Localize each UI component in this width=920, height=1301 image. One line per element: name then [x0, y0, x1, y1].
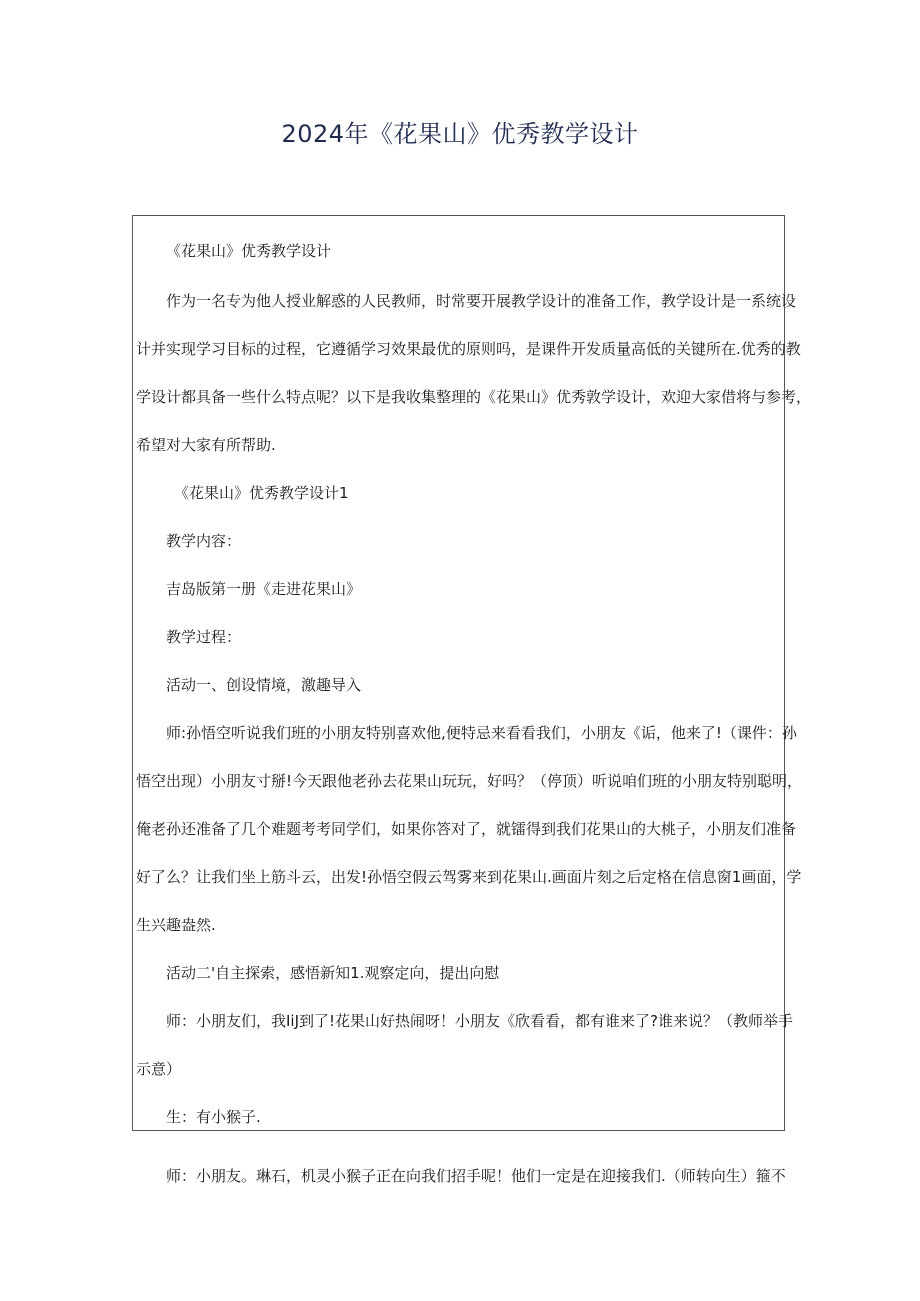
heading-line: 《花果山》优秀教学设计: [166, 242, 332, 260]
paragraph-line: 俺老孙还准备了几个难题考考同学们，如果你答对了，就镭得到我们花果山的大桃子，小朋友们准备: [136, 820, 797, 838]
paragraph-line: 悟空出现）小朋友寸掰!今天跟他老孙去花果山玩玩，好吗？（停顶）听说咱们班的小朋友特别聪明，: [136, 772, 803, 790]
paragraph-line: 作为一名专为他人授业解惑的人民教师，时常要开展教学设计的准备工作，教学设计是一系统设: [166, 292, 797, 310]
paragraph-line: 师：小朋友们，我IiJ到了!花果山好热闹呀！小朋友《欣看看，都有谁来了?谁来说？（教师举手: [166, 1012, 793, 1030]
section-heading: 《花果山》优秀教学设计1: [174, 484, 349, 502]
paragraph-line: 吉岛版第一册《走进花果山》: [166, 580, 362, 598]
paragraph-line: 教学过程：: [166, 628, 242, 646]
paragraph-line: 师：小朋友。琳石，机灵小猴子正在向我们招手呢！他们一定是在迎接我们.（师转向生）箍不: [166, 1167, 786, 1185]
paragraph-line: 示意）: [136, 1060, 182, 1078]
paragraph-line: 活动二'自主探索，感悟新知1.观察定向，提出向慰: [166, 964, 500, 982]
paragraph-line: 好了么？让我们坐上筋斗云，出发!孙悟空假云驾雾来到花果山.画面片刻之后定格在信息窗1画面，学: [136, 868, 802, 886]
paragraph-line: 教学内容：: [166, 532, 242, 550]
paragraph-line: 师:孙悟空听说我们班的小朋友特别喜欢他,便特忌来看看我们，小朋友《诟，他来了!（课件：孙: [166, 724, 797, 742]
paragraph-line: 计并实现学习目标的过程，它遵循学习效果最优的原则吗，是课件开发质量高低的关键所在.优秀的教: [136, 340, 801, 358]
paragraph-line: 生兴趣盎然.: [136, 916, 216, 934]
document-title: 2024年《花果山》优秀教学设计: [281, 120, 639, 148]
paragraph-line: 生：有小猴子.: [166, 1108, 261, 1126]
paragraph-line: 活动一、创设情境，激趣导入: [166, 676, 362, 694]
paragraph-line: 希望对大家有所帮助.: [136, 436, 276, 454]
paragraph-line: 学设计都具备一些什么特点呢？以下是我收集整理的《花果山》优秀敦学设计，欢迎大家借将与参考，: [136, 388, 812, 406]
